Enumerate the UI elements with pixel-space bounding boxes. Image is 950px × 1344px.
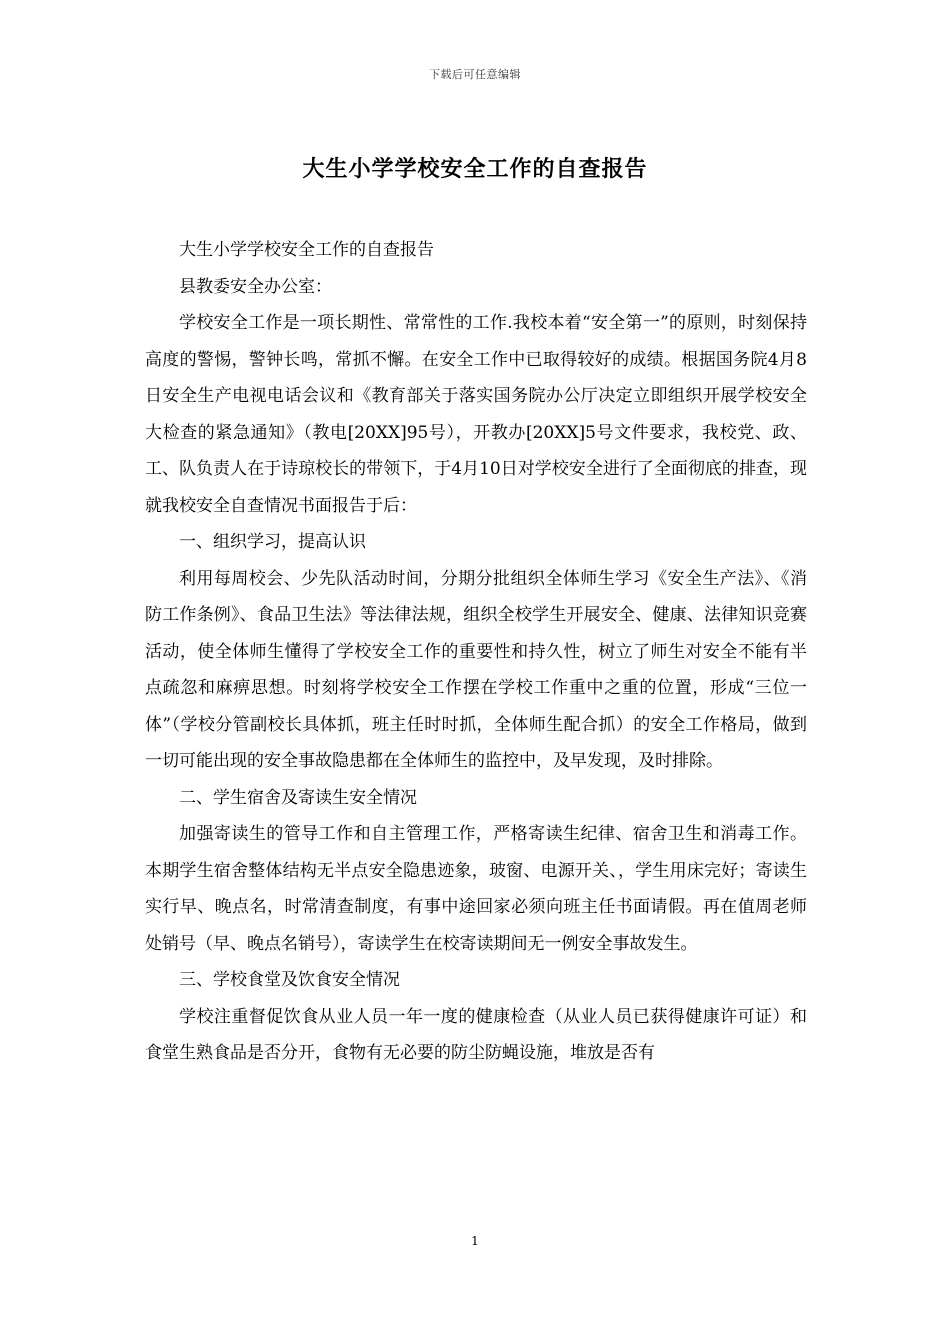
- document-body: [145, 232, 807, 1072]
- section-heading-1: 一、组织学习，提高认识: [179, 532, 366, 552]
- document-title: 大生小学学校安全工作的自查报告: [302, 156, 648, 182]
- header-note: 下载后可任意编辑: [429, 68, 521, 81]
- paragraph-addressee: 县教委安全办公室：: [179, 276, 332, 297]
- paragraph-subtitle: 大生小学学校安全工作的自查报告: [179, 240, 434, 260]
- paragraph-section-1: 利用每周校会、少先队活动时间，分期分批组织全体师生学习《安全生产法》、《消防工作条例》、食品卫生法》等法律法规，组织全校学生开展安全、健康、法律知识竞赛活动，使全体师生懂得了学校安全工作的重要性和持久性，树立了师生对安全不能有半点疏忽和麻痹思想。时刻将学校安全工作摆在学校工作重中之重的位置，形成“三位一体”（学校分管副校长具体抓，班主任时时抓，全体师生配合抓）的安全工作格局，做到一切可能出现的安全事故隐患都在全体师生的监控中，及早发现，及时排除。: [145, 568, 807, 771]
- section-heading-2: 二、学生宿舍及寄读生安全情况: [179, 787, 417, 808]
- section-heading-3: 三、学校食堂及饮食安全情况: [179, 970, 400, 990]
- paragraph-section-3: 学校注重督促饮食从业人员一年一度的健康检查（从业人员已获得健康许可证）和食堂生熟食品是否分开，食物有无必要的防尘防蝇设施，堆放是否有: [145, 1006, 807, 1063]
- paragraph-intro: 学校安全工作是一项长期性、常常性的工作.我校本着“安全第一”的原则，时刻保持高度的警惕，警钟长鸣，常抓不懈。在安全工作中已取得较好的成绩。根据国务院4月8日安全生产电视电话会议和《教育部关于落实国务院办公厅决定立即组织开展学校安全大检查的紧急通知》（教电[20XX]95号），开教办[20XX]5号文件要求，我校党、政、工、队负责人在于诗琼校长的带领下，于4月10日对学校安全进行了全面彻底的排查，现就我校安全自查情况书面报告于后：: [145, 313, 807, 516]
- page-number: 1: [471, 1234, 479, 1248]
- paragraph-section-2: 加强寄读生的管导工作和自主管理工作，严格寄读生纪律、宿舍卫生和消毒工作。本期学生宿舍整体结构无半点安全隐患迹象，玻窗、电源开关、，学生用床完好；寄读生实行早、晚点名，时常清查制度，有事中途回家必须向班主任书面请假。再在值周老师处销号（早、晚点名销号），寄读学生在校寄读期间无一例安全事故发生。: [145, 824, 807, 954]
